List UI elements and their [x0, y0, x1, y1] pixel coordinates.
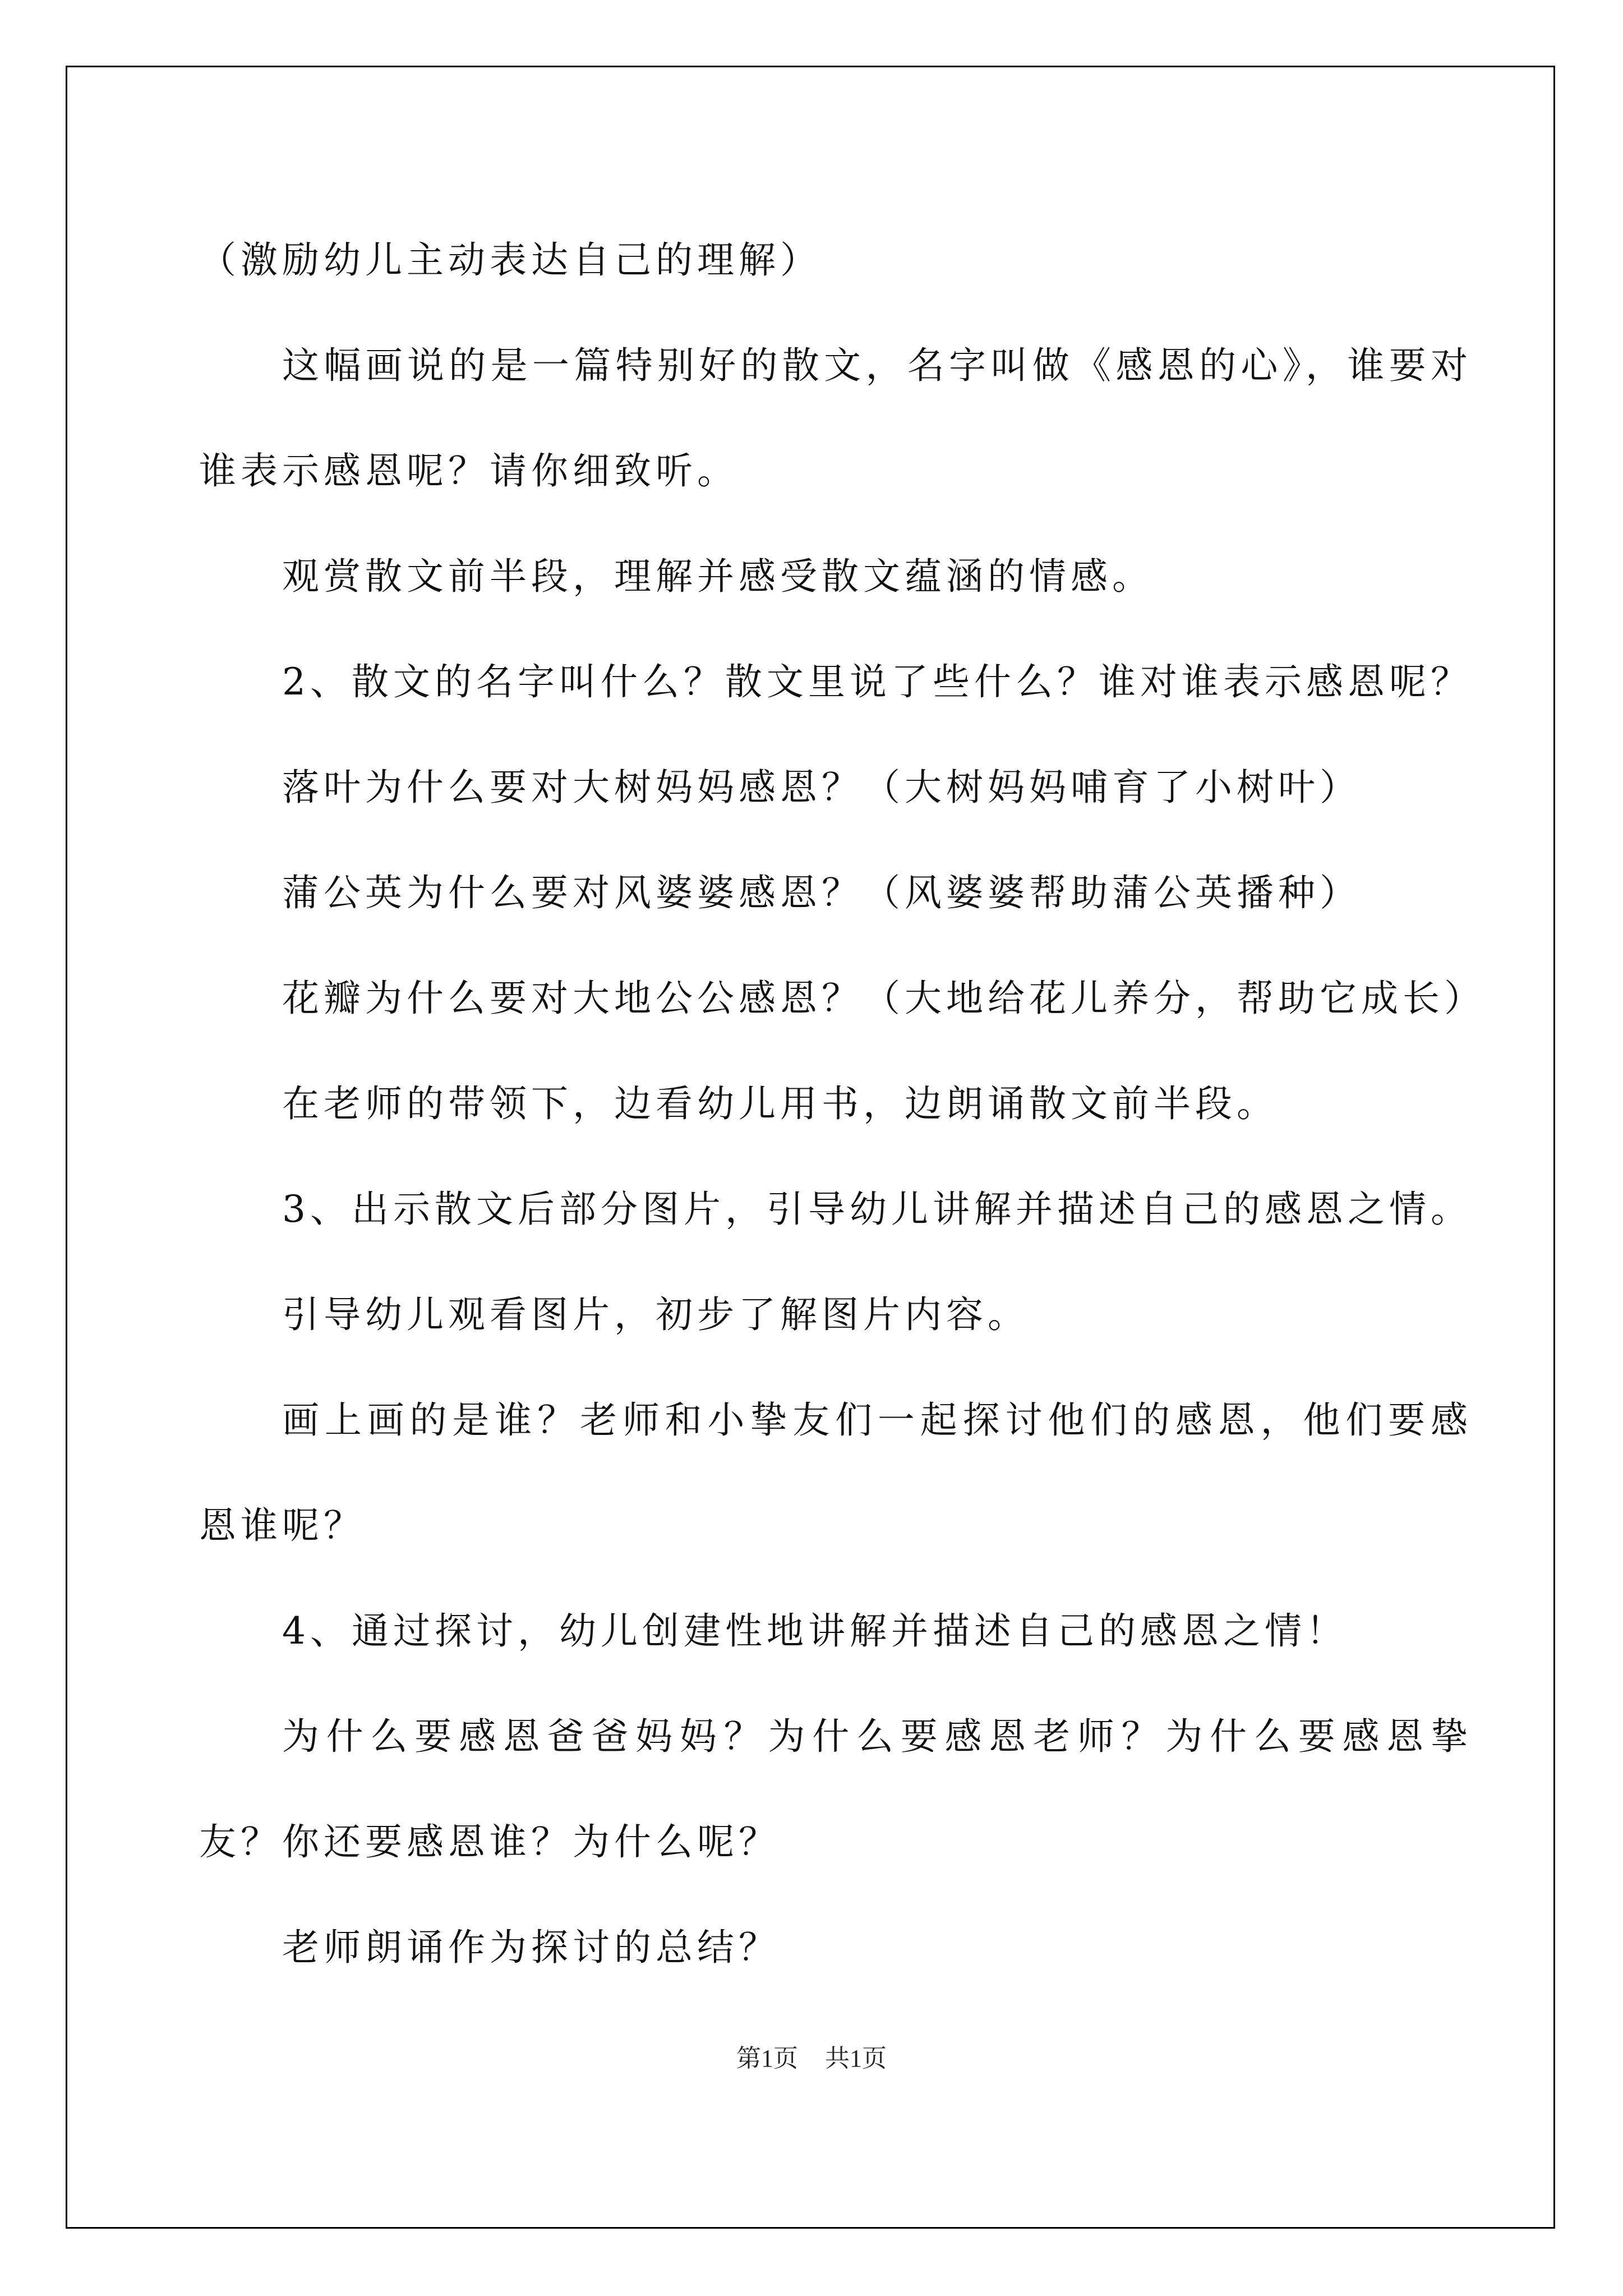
paragraph-12: 4、通过探讨，幼儿创建性地讲解并描述自己的感恩之情！ [282, 1609, 1348, 1653]
paragraph-14: 老师朗诵作为探讨的总结？ [282, 1926, 780, 1969]
page-number: 第1页 [736, 2045, 798, 2072]
paragraph-2: 这幅画说的是一篇特别好的散文，名字叫做《感恩的心》，谁要对谁表示感恩呢？请你细致听。 [199, 344, 1472, 493]
page-total: 共1页 [825, 2045, 887, 2072]
paragraph-4: 2、散文的名字叫什么？散文里说了些什么？谁对谁表示感恩呢？ [282, 660, 1472, 703]
paragraph-13: 为什么要感恩爸爸妈妈？为什么要感恩老师？为什么要感恩挚友？你还要感恩谁？为什么呢？ [199, 1715, 1472, 1864]
paragraph-7: 花瓣为什么要对大地公公感恩？（大地给花儿养分，帮助它成长） [282, 977, 1486, 1020]
paragraph-5: 落叶为什么要对大树妈妈感恩？（大树妈妈哺育了小树叶） [282, 766, 1361, 809]
paragraph-6: 蒲公英为什么要对风婆婆感恩？（风婆婆帮助蒲公英播种） [282, 871, 1361, 914]
paragraph-3: 观赏散文前半段，理解并感受散文蕴涵的情感。 [282, 555, 1154, 598]
page-footer [0, 2042, 1623, 2076]
paragraph-10: 引导幼儿观看图片，初步了解图片内容。 [282, 1293, 1029, 1336]
paragraph-8: 在老师的带领下，边看幼儿用书，边朗诵散文前半段。 [282, 1082, 1278, 1125]
document-body [199, 208, 1486, 2000]
paragraph-1: （激励幼儿主动表达自己的理解） [199, 238, 822, 282]
paragraph-9: 3、出示散文后部分图片，引导幼儿讲解并描述自己的感恩之情。 [282, 1188, 1472, 1231]
paragraph-11: 画上画的是谁？老师和小挚友们一起探讨他们的感恩，他们要感恩谁呢？ [199, 1398, 1472, 1547]
